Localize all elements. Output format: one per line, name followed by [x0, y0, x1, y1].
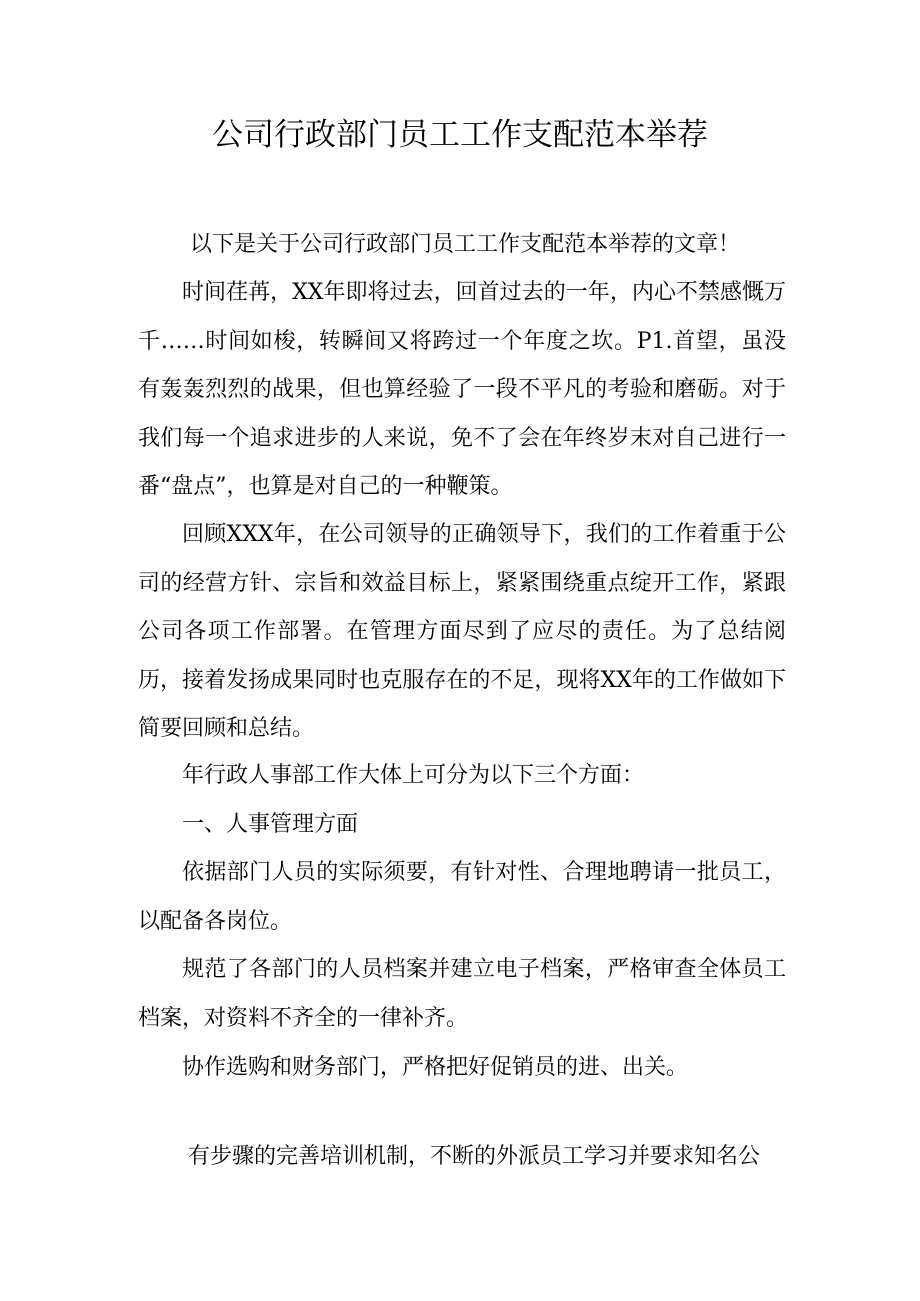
- document-title: 公司行政部门员工工作支配范本举荐: [212, 117, 708, 153]
- paragraph-year-review: 时间荏苒，XX年即将过去，回首过去的一年，内心不禁感慨万千……时间如梭，转瞬间又将跨过一个年度之坎。P1.首望，虽没有轰轰烈烈的战果，但也算经验了一段不平凡的考验和磨砺。对于我们每一个追求进步的人来说，免不了会在年终岁末对自己进行一番“盘点”，也算是对自己的一种鞭策。: [138, 280, 786, 499]
- section-heading-hr: 一、人事管理方面: [182, 812, 359, 837]
- paragraph-retrospect: 回顾XXX年，在公司领导的正确领导下，我们的工作着重于公司的经营方针、宗旨和效益目标上，紧紧围绕重点绽开工作，紧跟公司各项工作部署。在管理方面尽到了应尽的责任。为了总结阅历，接着发扬成果同时也克服存在的不足，现将XX年的工作做如下简要回顾和总结。: [138, 522, 786, 741]
- paragraph-intro: 以下是关于公司行政部门员工工作支配范本举荐的文章！: [190, 232, 741, 257]
- paragraph-training: 有步骤的完善培训机制，不断的外派员工学习并要求知名公: [188, 1144, 761, 1169]
- paragraph-three-aspects: 年行政人事部工作大体上可分为以下三个方面：: [182, 763, 645, 788]
- paragraph-cooperation: 协作选购和财务部门，严格把好促销员的进、出关。: [182, 1055, 689, 1080]
- paragraph-recruitment: 依据部门人员的实际须要，有针对性、合理地聘请一批员工，以配备各岗位。: [138, 860, 786, 934]
- paragraph-archives: 规范了各部门的人员档案并建立电子档案，严格审查全体员工档案，对资料不齐全的一律补齐。: [138, 957, 786, 1031]
